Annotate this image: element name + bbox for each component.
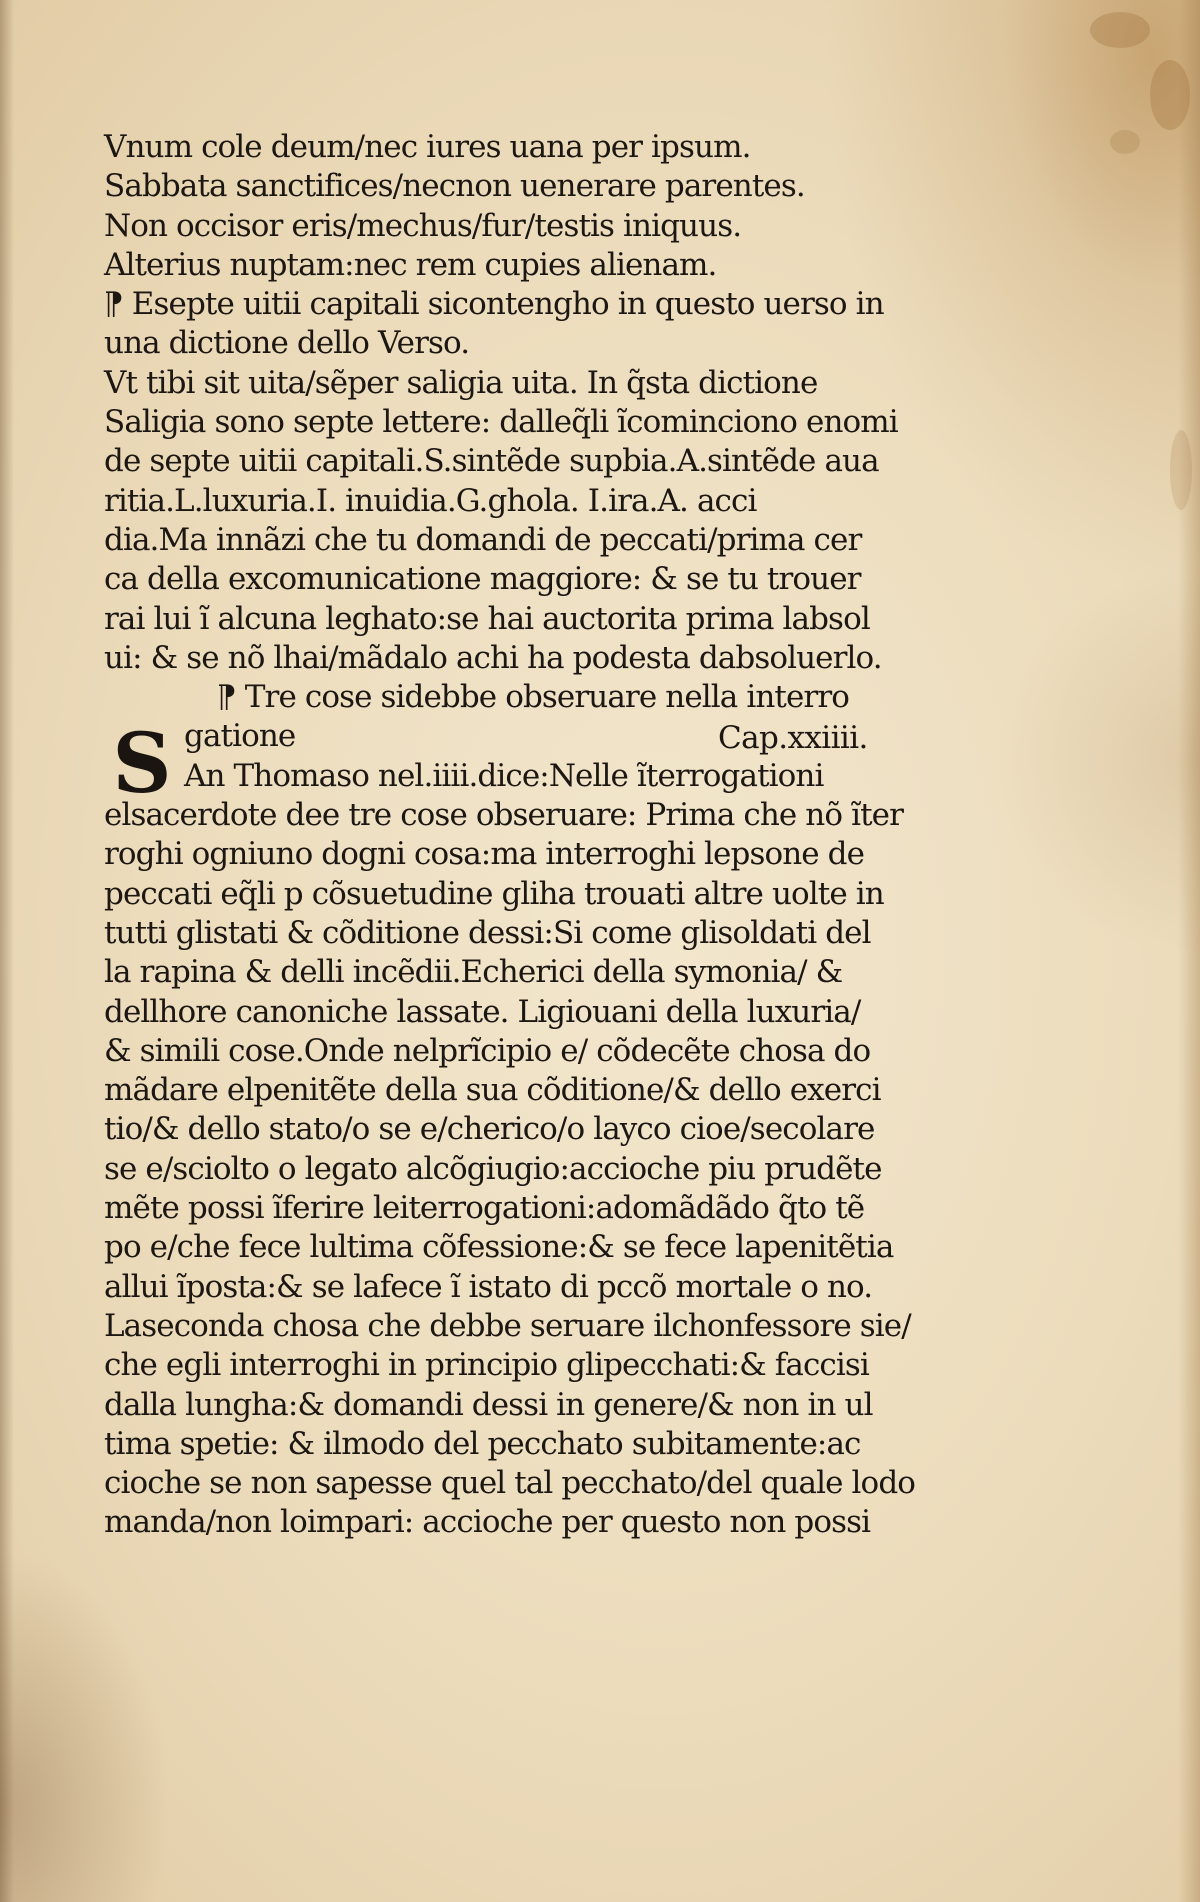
text-line: dalla lungha:& domandi dessi in genere/& non in ul (104, 1386, 873, 1423)
text-line: & simili cose.Onde nelprĩcipio e/ cõdecẽte chosa do (104, 1032, 871, 1069)
foxing-stain (1170, 430, 1192, 510)
text-line: Sabbata sanctifices/necnon uenerare parentes. (104, 168, 805, 205)
text-line: roghi ogniuno dogni cosa:ma interroghi lepsone de (104, 836, 865, 873)
text-line: peccati eq̃li p cõsuetudine gliha trouati altre uolte in (104, 875, 884, 912)
text-line: ⁋ Esepte uitii capitali sicontengho in questo uerso in (104, 286, 884, 323)
text-line: mãdare elpenitẽte della sua cõditione/& dello exerci (104, 1072, 881, 1109)
text-line: se e/sciolto o legato alcõgiugio:accioche piu prudẽte (104, 1150, 882, 1187)
text-line: tio/& dello stato/o se e/cherico/o layco cioe/secolare (104, 1111, 875, 1148)
text-line: ui: & se nõ lhai/mãdalo achi ha podesta dabsoluerlo. (104, 639, 882, 676)
text-line: tutti glistati & cõditione dessi:Si come glisoldati del (104, 914, 871, 951)
text-column (104, 128, 934, 1543)
text-line: Vnum cole deum/nec iures uana per ipsum. (104, 129, 751, 165)
text-line: Saligia sono septe lettere: dalleq̃li ĩcominciono enomi (104, 404, 898, 441)
text-line: dia.Ma innãzi che tu domandi de peccati/prima cer (104, 521, 862, 558)
text-line: allui ĩposta:& se lafece ĩ istato di pccõ mortale o no. (104, 1268, 873, 1305)
text-line: tima spetie: & ilmodo del pecchato subitamente:ac (104, 1425, 861, 1462)
text-line: An Thomaso nel.iiii.dice:Nelle ĩterrogationi (184, 757, 824, 794)
text-line: ca della excomunicatione maggiore: & se tu trouer (104, 561, 861, 598)
foxing-stain (1110, 130, 1140, 154)
text-line: rai lui ĩ alcuna leghato:se hai auctorita prima labsol (104, 600, 870, 637)
text-line: che egli interroghi in principio glipecchati:& faccisi (104, 1347, 869, 1384)
text-line: cioche se non sapesse quel tal pecchato/del quale lodo (104, 1465, 916, 1502)
text-line: manda/non loimpari: accioche per questo non possi (104, 1504, 871, 1541)
text-line: Laseconda chosa che debbe seruare ilchonfessore sie/ (104, 1307, 911, 1344)
text-line: Non occisor eris/mechus/fur/testis iniquus. (104, 207, 742, 244)
chapter-reference: Cap.xxiiii. (718, 720, 868, 756)
text-line: ritia.L.luxuria.I. inuidia.G.ghola. I.ira.A. acci (104, 482, 757, 519)
page-edge-shadow-right (1178, 0, 1200, 1902)
text-line: dellhore canoniche lassate. Ligiouani della luxuria/ (104, 993, 861, 1030)
text-line: mẽte possi ĩferire leiterrogationi:adomãdãdo q̃to tẽ (104, 1190, 865, 1227)
page-edge-shadow-left (0, 0, 14, 1902)
text-line: Vt tibi sit uita/sẽper saligia uita. In q̃sta dictione (104, 364, 818, 401)
chapter-heading-continued: gatione (184, 718, 296, 755)
foxing-stain (1150, 60, 1190, 130)
text-line: la rapina & delli incẽdii.Echerici della symonia/ & (104, 954, 843, 991)
chapter-heading: ⁋ Tre cose sidebbe obseruare nella interro (217, 679, 850, 716)
text-line: po e/che fece lultima cõfessione:& se fece lapenitẽtia (104, 1229, 894, 1266)
drop-cap-initial: S (112, 716, 172, 812)
text-line: elsacerdote dee tre cose obseruare: Prima che nõ ĩter (104, 797, 904, 834)
text-line: una dictione dello Verso. (104, 325, 470, 362)
text-line: Alterius nuptam:nec rem cupies alienam. (104, 246, 717, 283)
foxing-stain (1090, 12, 1150, 48)
text-line: de septe uitii capitali.S.sintẽde supbia.A.sintẽde aua (104, 443, 879, 480)
